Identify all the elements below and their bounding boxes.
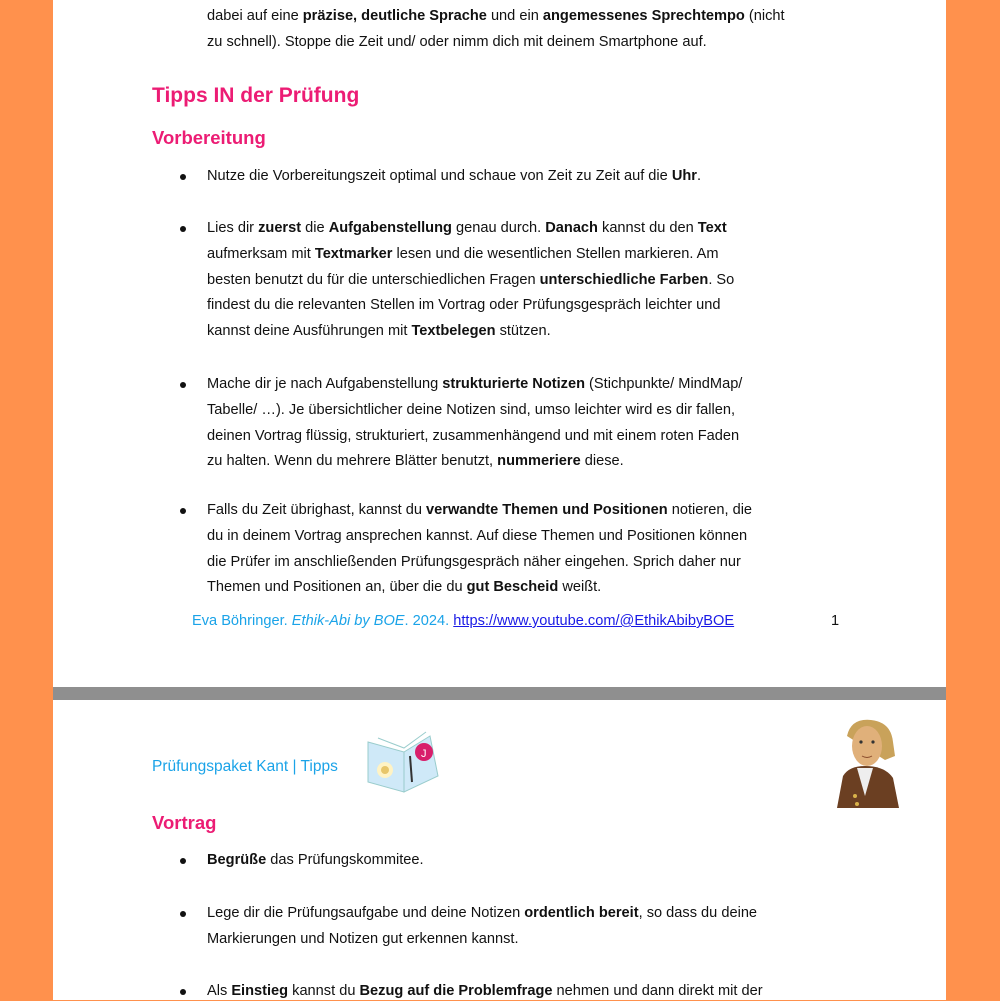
footer-year: . 2024. bbox=[404, 613, 450, 629]
bold-text: Textmarker bbox=[314, 245, 393, 262]
bullet-icon bbox=[180, 858, 186, 864]
subheading-vorbereitung: Vorbereitung bbox=[152, 127, 266, 148]
bold-text: gut Bescheid bbox=[466, 579, 559, 596]
bold-text: strukturierte Notizen bbox=[442, 376, 585, 392]
bullet-icon bbox=[180, 382, 186, 388]
text-run: lesen und die wesentlichen Stellen markieren. Am bbox=[392, 245, 719, 262]
svg-text:J: J bbox=[421, 748, 427, 760]
bold-text: zuerst bbox=[258, 220, 302, 236]
paragraph-line bbox=[207, 6, 785, 26]
text-run: und ein bbox=[486, 8, 543, 24]
text-run: kannst deine Ausführungen mit bbox=[207, 323, 412, 340]
bullet-icon bbox=[180, 989, 186, 995]
youtube-link[interactable]: https://www.youtube.com/@EthikAbibyBOE bbox=[453, 613, 735, 629]
text-run: die bbox=[301, 220, 329, 236]
bold-text: Bezug auf die Problemfrage bbox=[359, 983, 553, 999]
bullet-text-line bbox=[207, 321, 551, 341]
text-run: (nicht bbox=[744, 8, 785, 24]
page-number: 1 bbox=[831, 613, 840, 629]
page-header: Prüfungspaket Kant | Tipps bbox=[152, 758, 338, 775]
text-run: dabei auf eine bbox=[207, 8, 303, 24]
bullet-text-line bbox=[207, 374, 742, 394]
text-run: kannst du den bbox=[597, 220, 698, 236]
bullet-text-line bbox=[207, 903, 757, 923]
text-run: weißt. bbox=[558, 579, 602, 596]
bold-text: Uhr bbox=[671, 168, 697, 184]
text-run: Als bbox=[207, 983, 232, 999]
text-run: die Prüfer im anschließenden Prüfungsgespräch näher eingehen. Sprich daher nur bbox=[207, 553, 741, 570]
page-separator bbox=[53, 687, 946, 700]
bullet-text-line bbox=[207, 451, 624, 471]
document-page-2 bbox=[53, 700, 946, 1000]
bullet-icon bbox=[180, 508, 186, 514]
text-run: besten benutzt du für die unterschiedlichen Fragen bbox=[207, 271, 540, 288]
text-run: . bbox=[696, 168, 702, 184]
paragraph-line bbox=[207, 32, 707, 52]
footer-author: Eva Böhringer. bbox=[192, 613, 288, 629]
text-run: Lege dir die Prüfungsaufgabe und deine Notizen bbox=[207, 905, 525, 921]
text-run: zu schnell). Stoppe die Zeit und/ oder nimm dich mit deinem Smartphone auf. bbox=[207, 33, 707, 50]
bold-text: Danach bbox=[545, 220, 598, 236]
bullet-text-line bbox=[207, 526, 747, 546]
text-run: diese. bbox=[580, 453, 624, 470]
text-run: stützen. bbox=[495, 323, 551, 340]
footer-work: Ethik-Abi by BOE bbox=[291, 613, 405, 629]
bullet-text-line bbox=[207, 244, 719, 264]
subheading-vortrag: Vortrag bbox=[152, 812, 217, 833]
bullet-text-line bbox=[207, 929, 519, 949]
section-heading: Tipps IN der Prüfung bbox=[152, 84, 360, 107]
bullet-icon bbox=[180, 226, 186, 232]
bold-text: Begrüße bbox=[207, 852, 267, 868]
text-run: nehmen und dann direkt mit der bbox=[552, 983, 763, 999]
bullet-text-line bbox=[207, 850, 424, 870]
bold-text: nummeriere bbox=[497, 453, 581, 470]
text-run: kannst du bbox=[288, 983, 360, 999]
text-run: Themen und Positionen an, über die du bbox=[207, 579, 467, 596]
bullet-icon bbox=[180, 911, 186, 917]
text-run: notieren, die bbox=[667, 502, 753, 518]
bold-text: angemessenes Sprechtempo bbox=[542, 8, 745, 24]
bullet-text-line bbox=[207, 981, 763, 1001]
text-run: du in deinem Vortrag ansprechen kannst. Auf diese Themen und Positionen können bbox=[207, 527, 748, 544]
bullet-text-line bbox=[207, 295, 721, 315]
bullet-text-line bbox=[207, 270, 734, 290]
bullet-text-line bbox=[207, 400, 735, 420]
text-run: zu halten. Wenn du mehrere Blätter benutzt, bbox=[207, 453, 498, 470]
text-run: Falls du Zeit übrighast, kannst du bbox=[207, 502, 427, 518]
text-run: , so dass du deine bbox=[638, 905, 758, 921]
text-run: genau durch. bbox=[451, 220, 546, 236]
text-run: Lies dir bbox=[207, 220, 259, 236]
bullet-icon bbox=[180, 174, 186, 180]
bullet-text-line bbox=[207, 218, 727, 238]
bold-text: präzise, deutliche Sprache bbox=[302, 8, 487, 24]
text-run: findest du die relevanten Stellen im Vortrag oder Prüfungsgespräch leichter und bbox=[207, 297, 721, 314]
bullet-text-line bbox=[207, 500, 752, 520]
bold-text: Aufgabenstellung bbox=[328, 220, 452, 236]
bullet-text-line bbox=[207, 426, 739, 446]
text-run: Markierungen und Notizen gut erkennen kannst. bbox=[207, 930, 519, 947]
text-run: Nutze die Vorbereitungszeit optimal und schaue von Zeit zu Zeit auf die bbox=[207, 168, 672, 184]
bullet-text-line bbox=[207, 166, 701, 186]
bullet-text-line bbox=[207, 577, 601, 597]
bold-text: ordentlich bereit bbox=[524, 905, 639, 921]
bold-text: verwandte Themen und Positionen bbox=[426, 502, 668, 518]
text-run: . So bbox=[708, 271, 735, 288]
bold-text: Text bbox=[697, 220, 727, 236]
text-run: aufmerksam mit bbox=[207, 245, 315, 262]
bold-text: unterschiedliche Farben bbox=[539, 271, 709, 288]
text-run: (Stichpunkte/ MindMap/ bbox=[585, 376, 743, 392]
footer-citation bbox=[192, 613, 734, 629]
text-run: deinen Vortrag flüssig, strukturiert, zusammenhängend und mit einem roten Faden bbox=[207, 427, 740, 444]
text-run: das Prüfungskommitee. bbox=[266, 852, 424, 868]
bold-text: Textbelegen bbox=[411, 323, 496, 340]
kant-portrait-image bbox=[827, 716, 902, 808]
bold-text: Einstieg bbox=[231, 983, 289, 999]
text-run: Tabelle/ …). Je übersichtlicher deine Notizen sind, umso leichter wird es dir fallen, bbox=[207, 401, 736, 418]
book-logo-icon bbox=[364, 730, 444, 796]
text-run: Mache dir je nach Aufgabenstellung bbox=[207, 376, 443, 392]
bullet-text-line bbox=[207, 552, 741, 572]
